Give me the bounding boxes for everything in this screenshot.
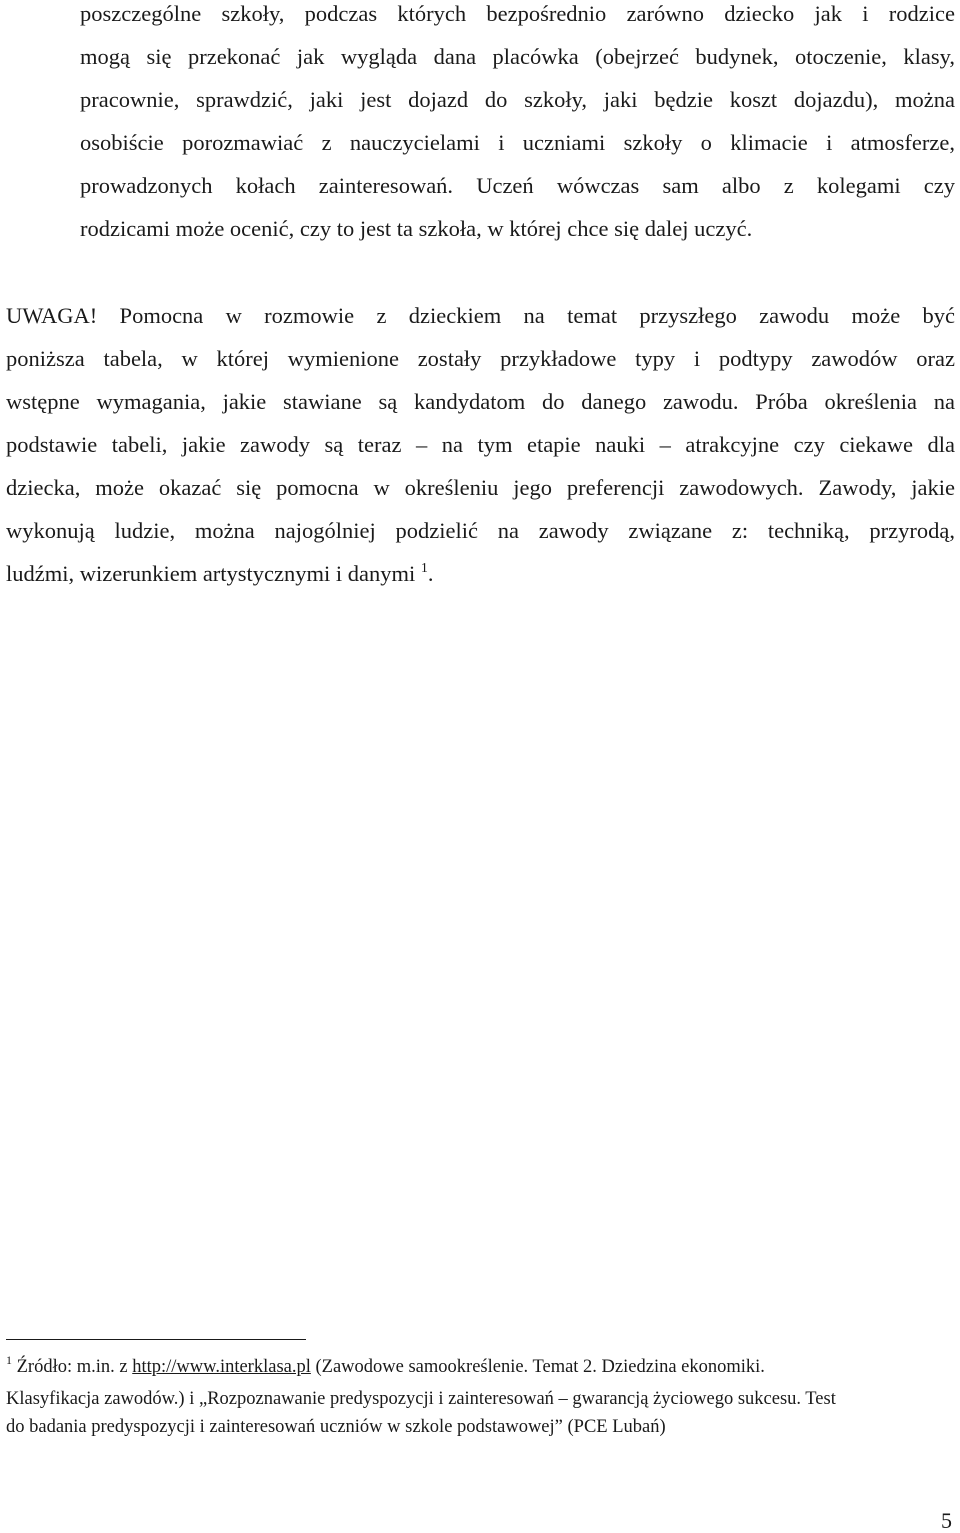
paragraph-1-line-1: poszczególne szkoły, podczas których bezpośrednio zarówno dziecko jak i rodzice [80, 1, 955, 26]
paragraph-2-line-5: dziecka, może okazać się pomocna w określeniu jego preferencji zawodowych. Zawody, jakie [6, 475, 955, 500]
paragraph-2-line-7 [6, 563, 955, 591]
footnote-source-suffix: (Zawodowe samookreślenie. Temat 2. Dziedzina ekonomiki. [310, 1357, 765, 1377]
interklasa-link[interactable]: http://www.interklasa.pl [132, 1357, 311, 1377]
paragraph-2-line-7-text: ludźmi, wizerunkiem artystycznymi i danymi [6, 561, 421, 586]
paragraph-1-line-4: osobiście porozmawiać z nauczycielami i uczniami szkoły o klimacie i atmosferze, [80, 130, 955, 155]
paragraph-1-line-2: mogą się przekonać jak wygląda dana placówka (obejrzeć budynek, otoczenie, klasy, [80, 44, 955, 69]
paragraph-2-line-4: podstawie tabeli, jakie zawody są teraz – na tym etapie nauki – atrakcyjne czy ciekawe dla [6, 432, 955, 457]
footnote-line-2: Klasyfikacja zawodów.) i „Rozpoznawanie predyspozycji i zainteresowań – gwarancją życiowego sukcesu. Test [6, 1389, 836, 1409]
paragraph-1-line-6: rodzicami może ocenić, czy to jest ta szkoła, w której chce się dalej uczyć. [80, 216, 753, 241]
footnote-marker: 1 [6, 1353, 12, 1367]
footnote-reference[interactable]: 1 [420, 561, 428, 576]
paragraph-1-line-5: prowadzonych kołach zainteresowań. Uczeń wówczas sam albo z kolegami czy [80, 173, 955, 198]
paragraph-2-line-3: wstępne wymagania, jakie stawiane są kandydatom do danego zawodu. Próba określenia na [6, 389, 955, 414]
footnote-separator [6, 1339, 306, 1340]
paragraph-2-line-6: wykonują ludzie, można najogólniej podzielić na zawody związane z: techniką, przyrodą, [6, 518, 955, 543]
footnote-source-prefix: Źródło: m.in. z [12, 1357, 133, 1377]
paragraph-2-line-2: poniższa tabela, w której wymienione zostały przykładowe typy i podtypy zawodów oraz [6, 346, 955, 371]
footnote-line-3: do badania predyspozycji i zainteresowań uczniów w szkole podstawowej” (PCE Lubań) [6, 1417, 666, 1437]
page-number: 5 [941, 1508, 952, 1533]
paragraph-2-line-1: UWAGA! Pomocna w rozmowie z dzieckiem na temat przyszłego zawodu może być [6, 303, 955, 328]
footnote-line-1 [6, 1353, 955, 1382]
paragraph-2-line-7-tail: . [427, 561, 434, 586]
paragraph-1-line-3: pracownie, sprawdzić, jaki jest dojazd do szkoły, jaki będzie koszt dojazdu), można [80, 87, 955, 112]
